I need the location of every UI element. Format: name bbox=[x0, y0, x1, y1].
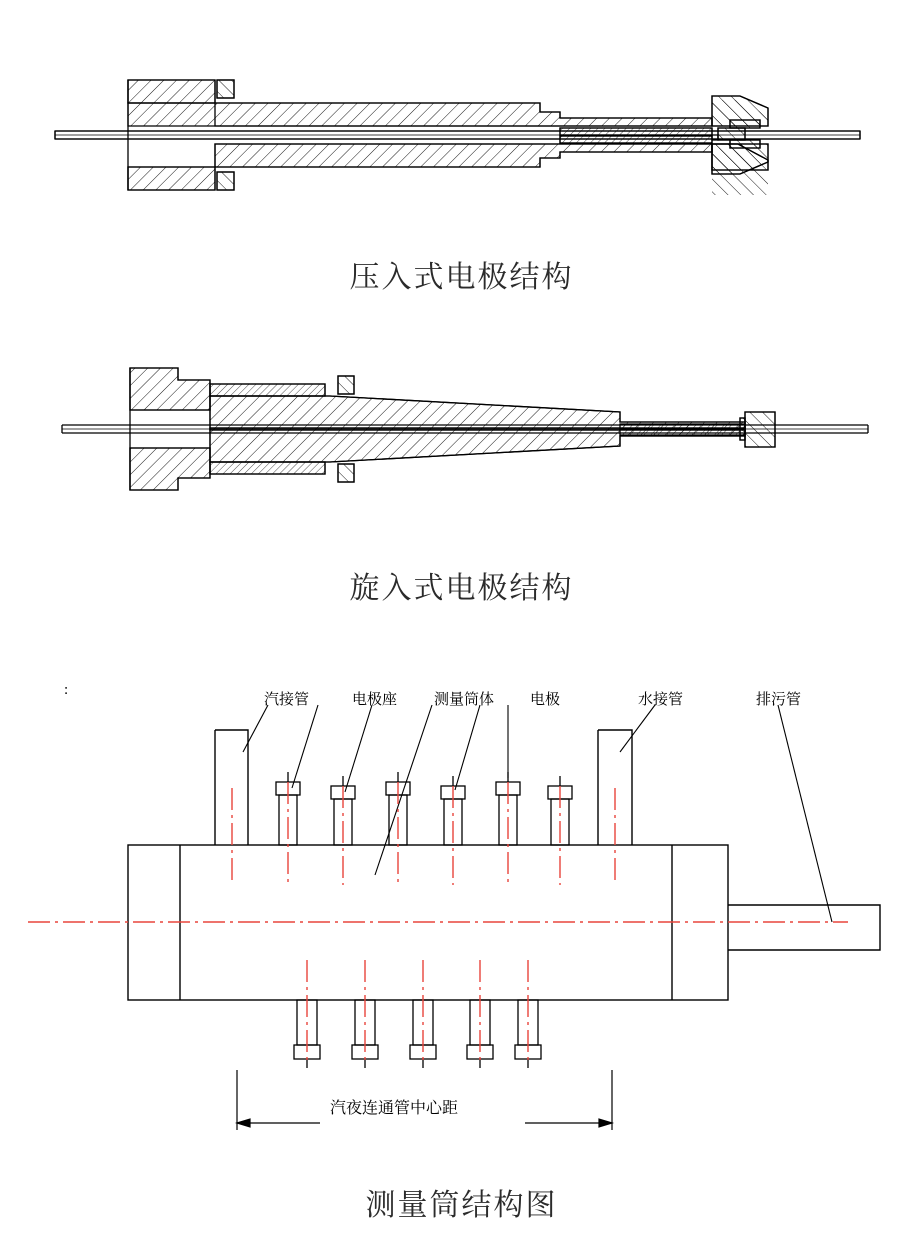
measuring-cylinder-drawing bbox=[0, 660, 923, 1170]
label-electrode-seat: 电极座 bbox=[352, 691, 398, 708]
press-in-electrode-drawing bbox=[0, 40, 923, 230]
screw-in-electrode-drawing bbox=[0, 350, 923, 510]
label-drain-pipe: 排污管 bbox=[756, 691, 802, 708]
label-dimension-center-distance: 汽夜连通管中心距 bbox=[330, 1100, 459, 1117]
figure-press-in-electrode bbox=[0, 40, 923, 230]
figure-measuring-cylinder bbox=[0, 660, 923, 1170]
figure-screw-in-electrode bbox=[0, 350, 923, 510]
caption-press-in-electrode: 压入式电极结构 bbox=[349, 261, 574, 294]
label-steam-pipe: 汽接管 bbox=[264, 691, 310, 708]
caption-measuring-cylinder: 测量筒结构图 bbox=[365, 1189, 558, 1222]
label-water-pipe: 水接管 bbox=[638, 691, 684, 708]
marker-colon: : bbox=[64, 682, 69, 698]
label-cylinder-body: 测量筒体 bbox=[434, 691, 495, 708]
label-electrode: 电极 bbox=[530, 691, 561, 708]
caption-screw-in-electrode: 旋入式电极结构 bbox=[349, 572, 574, 605]
centerline bbox=[28, 782, 848, 1064]
